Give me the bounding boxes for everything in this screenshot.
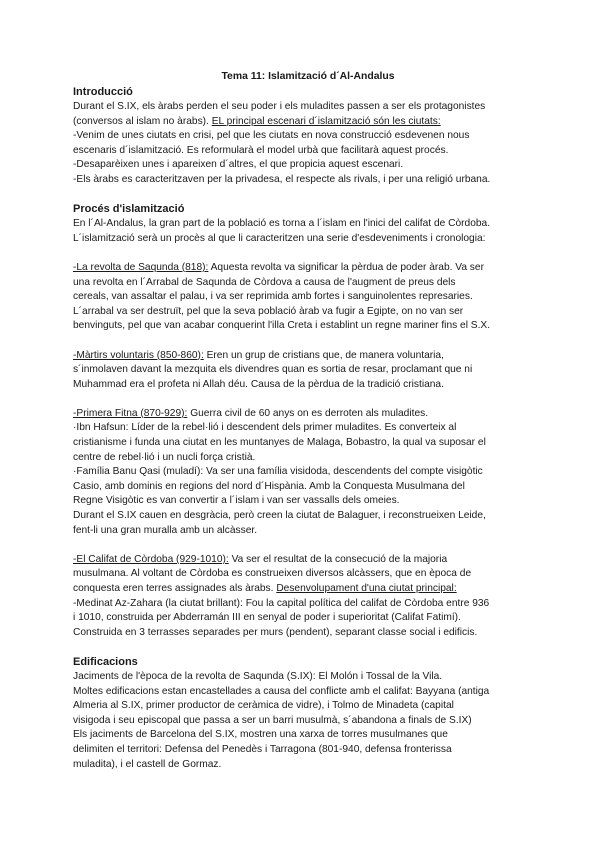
spacer	[73, 392, 543, 407]
martirs-line	[73, 349, 543, 364]
intro-line: escenaris d´islamització. Es reformularà el model urbà que facilitarà aquest procés.	[73, 144, 449, 156]
intro-heading: Introducció	[73, 86, 133, 98]
proces-line: L´islamització serà un procès al que li caracteritzen una serie d'esdeveniments i cronologia:	[73, 232, 486, 244]
intro-line: Durant el S.IX, els àrabs perden el seu poder i els muladites passen a ser els protagonistes	[73, 101, 486, 112]
fitna-text: Guerra civil de 60 anys on es derroten als muladites.	[187, 407, 429, 419]
califat-text: conquesta eren terres assignades als àrabs.	[73, 583, 277, 594]
spacer	[73, 640, 543, 655]
saqunda-line	[73, 261, 543, 276]
fitna-line: Regne Visigòtic es van convertir a l´islam i van ser vassalls dels omeies.	[73, 495, 400, 507]
spacer	[73, 334, 543, 349]
saqunda-text: Aquesta revolta va significar la pèrdua de poder àrab. Va ser	[208, 261, 484, 273]
fitna-line	[73, 407, 543, 422]
califat-text: Va ser el resultat de la consecució de la majoria	[228, 553, 448, 565]
califat-line	[73, 582, 543, 597]
fitna-line: ·Ibn Hafsun: Líder de la rebel·lió i descendent dels primer muladites. Es converteix al	[73, 422, 457, 434]
intro-underlined-statement: EL principal escenari d´islamització són les ciutats:	[211, 115, 441, 127]
edificacions-heading: Edificacions	[73, 655, 138, 668]
proces-line: En l´Al-Andalus, la gran part de la població es torna a l´islam en l'inici del califat de Còrdoba.	[73, 218, 491, 230]
document-body	[73, 70, 543, 772]
edificacions-line: Almeria al S.IX, primer productor de ceràmica de vidre), i Tolmo de Minadeta (capital	[73, 700, 454, 712]
martirs-line: Muhammad era el profeta ni Allah déu. Causa de la pèrdua de la tradició cristiana.	[73, 378, 444, 390]
intro-text: (conversos al islam no àrabs).	[73, 115, 212, 127]
edificacions-line: Jaciments de l'època de la revolta de Saqunda (S.IX): El Molón i Tossal de la Vila.	[73, 670, 443, 682]
edificacions-line: Moltes edificacions estan encastellades a causa del conflicte amb el califat: Bayyana (antiga	[73, 685, 490, 697]
saqunda-line: cereals, van assaltar el palau, i va ser reprimida amb fortes i sanguinolentes represaries.	[73, 291, 473, 303]
martirs-line: s´inmolaven davant la mezquita els divendres quan es sortia de resar, proclamant que ni	[73, 364, 473, 376]
califat-label: -El Califat de Còrdoba (929-1010):	[73, 553, 229, 565]
fitna-line: Casio, amb dominis en regions del nord d´Hispània. Amb la Conquesta Musulmana del	[73, 480, 465, 492]
martirs-label: -Màrtirs voluntaris (850-860):	[73, 349, 204, 361]
intro-line: -Els àrabs es caracteritzaven per la privadesa, el respecte als rivals, i per una religió urbana.	[73, 173, 491, 185]
edificacions-line: visigoda i seu episcopal que passa a ser un barri musulmà, s´abandona a finals de S.IX)	[73, 714, 472, 726]
califat-line: i 1010, construida per Abderramán III en senyal de poder i superioritat (Califat Fatimí).	[73, 612, 461, 624]
intro-line	[73, 115, 543, 130]
edificacions-line: muladita), i el castell de Gormaz.	[73, 758, 222, 770]
saqunda-line: L´arrabal va ser destruït, pel que la seva població àrab va fugir a Egipte, on no van ser	[73, 305, 464, 317]
intro-line: -Desaparèixen unes i apareixen d´altres, el que propicia aquest escenari.	[73, 159, 404, 171]
spacer	[73, 188, 543, 203]
fitna-label: -Primera Fitna (870-929):	[73, 407, 188, 419]
califat-underlined-statement: Desenvolupament d'una ciutat principal:	[276, 583, 457, 594]
saqunda-line: una revolta en l´Arrabal de Saqunda de Còrdova a causa de l'augment de preus dels	[73, 276, 456, 288]
martirs-text: Eren un grup de cristians que, de manera voluntaria,	[203, 349, 444, 361]
edificacions-line: Els jaciments de Barcelona del S.IX, mostren una xarxa de torres musulmanes que	[73, 729, 448, 741]
fitna-line: Durant el S.IX cauen en desgràcia, però creen la ciutat de Balaguer, i reconstrueixen Leide,	[73, 510, 486, 522]
califat-line: -Medinat Az-Zahara (la ciutat brillant): Fou la capital política del califat de Còrdoba entre 936	[73, 597, 490, 609]
califat-line	[73, 553, 543, 568]
spacer	[73, 246, 543, 261]
fitna-line: centre de rebel·lió i un nucli força cristià.	[73, 451, 256, 463]
saqunda-label: -La revolta de Saqunda (818):	[73, 261, 209, 273]
fitna-line: fent-li una gran muralla amb un alcàsser.	[73, 524, 258, 536]
document-title: Tema 11: Islamització d´Al-Andalus	[221, 71, 395, 82]
proces-heading: Procés d'islamització	[73, 203, 185, 216]
spacer	[73, 538, 543, 553]
califat-line: Construida en 3 terrasses separades per murs (pendent), separant classe social i edificis.	[73, 626, 478, 638]
fitna-line: ·Família Banu Qasi (muladí): Va ser una família visidoda, descendents del compte visigòtic	[73, 466, 483, 478]
califat-line: musulmana. Al voltant de Còrdoba es construeixen diversos alcàssers, que en època de	[73, 568, 472, 580]
edificacions-line: delimiten el territori: Defensa del Penedès i Tarragona (801-940, defensa fronterissa	[73, 743, 452, 755]
saqunda-line: benvinguts, pel que van acabar conquerint l'illa Creta i establint un regne mariner fins el S.X.	[73, 320, 491, 332]
intro-line: -Venim de unes ciutats en crisi, pel que les ciutats en nova construcció esdevenen nous	[73, 130, 470, 142]
fitna-line: cristianisme i funda una ciutat en les muntanyes de Malaga, Bobastro, la qual va suposar el	[73, 437, 486, 449]
